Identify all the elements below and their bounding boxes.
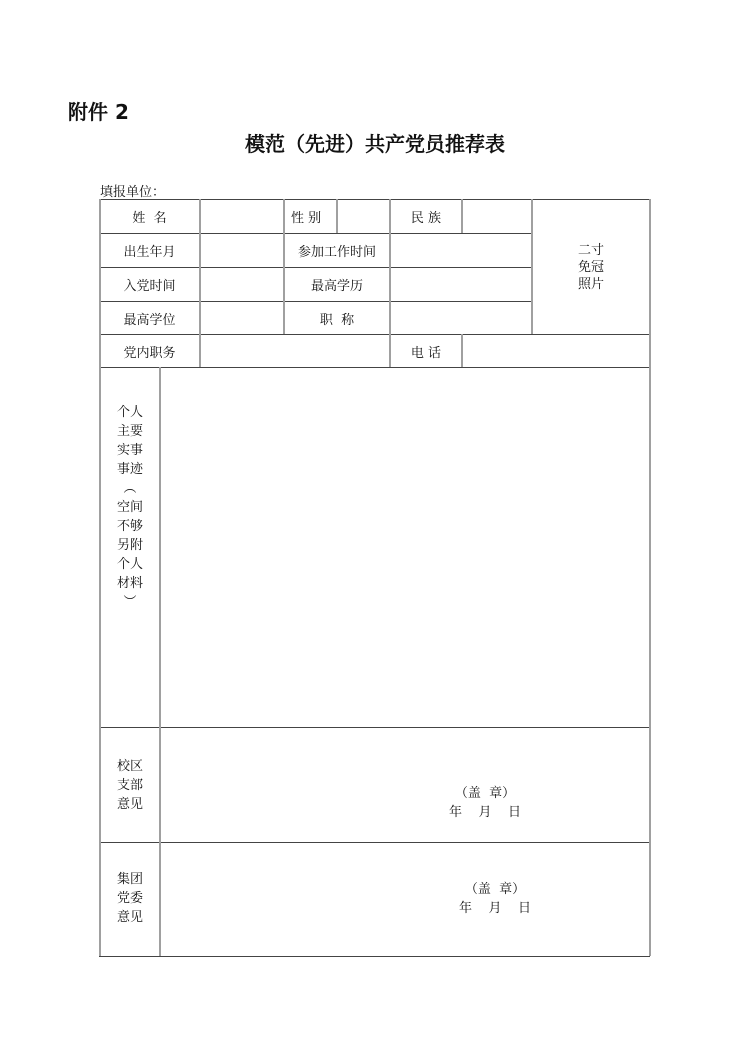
gender-field[interactable] [338,200,389,233]
degree-label: 最高学位 [123,312,176,328]
label-line: 意见 [116,910,143,925]
work-start-field[interactable] [391,234,531,267]
professional-title-field[interactable] [391,302,531,334]
label-line: 材料 [116,576,143,591]
label-line: 党委 [116,891,143,906]
label-line: 主要 [116,424,143,439]
label-line: 校区 [116,759,143,774]
seal-label: （盖 章） [464,882,526,897]
name-label: 姓 名 [132,211,167,226]
group-opinion-field[interactable] [161,843,649,956]
education-label: 最高学历 [310,279,363,294]
party-position-field[interactable] [201,335,389,367]
seal-label: （盖 章） [454,786,516,801]
label-line: 集团 [116,872,143,887]
gender-label: 性 别 [291,211,322,226]
table-border-bottom [99,956,650,957]
label-line: 事迹 [116,462,143,477]
label-line: ︶ [123,595,137,610]
deeds-field[interactable] [161,368,649,727]
annex-label: 附件 2 [68,100,129,124]
birth-date-field[interactable] [201,234,283,267]
ethnicity-field[interactable] [463,200,531,233]
date-label: 年 月 日 [448,805,522,820]
party-join-label: 入党时间 [123,279,176,294]
degree-field[interactable] [201,302,283,334]
ethnicity-label: 民 族 [410,211,442,226]
group-opinion-label [101,870,159,927]
page-title [0,128,750,157]
party-position-label: 党内职务 [123,345,176,361]
professional-title-label: 职 称 [319,312,355,328]
date-label: 年 月 日 [458,901,532,916]
work-start-label: 参加工作时间 [297,245,376,260]
branch-seal-block [420,784,550,822]
label-line: 支部 [116,778,143,793]
name-field[interactable] [201,200,283,233]
label-line: 个人 [116,557,143,572]
label-line: 空间 [116,500,143,515]
party-join-field[interactable] [201,268,283,301]
deeds-label [101,403,159,612]
education-field[interactable] [391,268,531,301]
page-title-text: 模范（先进）共产党员推荐表 [245,132,505,156]
fill-unit-label: 填报单位： [100,185,166,200]
group-seal-block [430,880,560,918]
photo-text-line: 二寸 [577,242,604,258]
label-line: 实事 [116,443,143,458]
phone-field[interactable] [463,335,649,367]
label-line: 另附 [116,538,143,553]
photo-text-line: 免冠 [577,259,604,275]
label-line: 个人 [116,405,143,420]
label-line: 意见 [116,797,143,812]
branch-opinion-label [101,757,159,814]
branch-opinion-field[interactable] [161,728,649,842]
label-line: 不够 [116,519,143,534]
table-border-right [649,199,651,956]
label-line: ︵ [123,481,137,496]
photo-text-line: 照片 [577,276,604,292]
photo-placeholder [533,200,649,334]
birth-date-label: 出生年月 [123,245,176,260]
phone-label: 电 话 [410,345,442,361]
